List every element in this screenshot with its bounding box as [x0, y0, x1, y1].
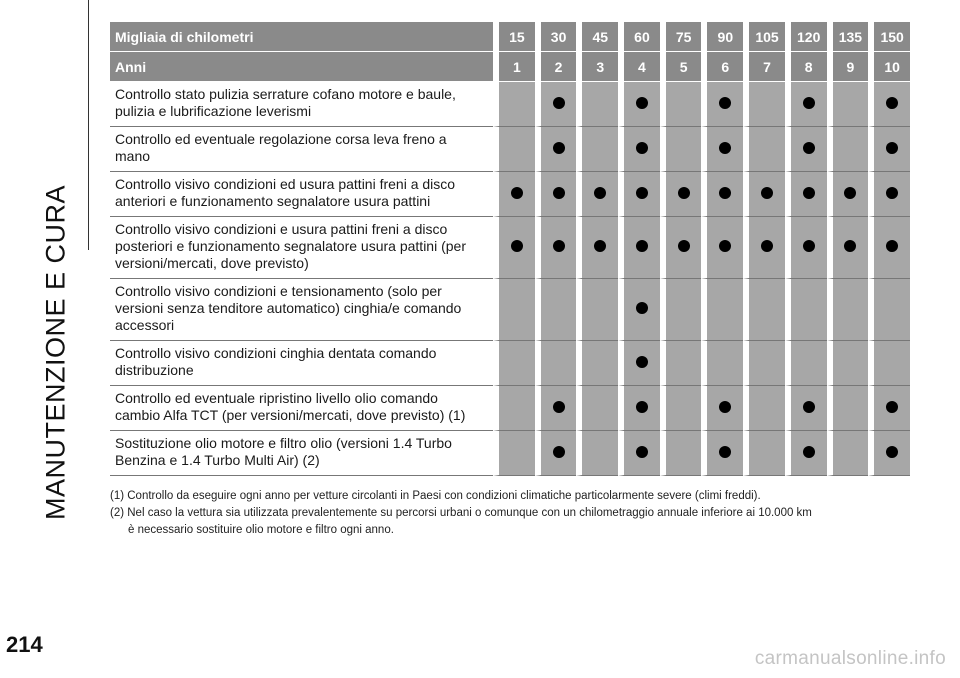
scheduled-dot-icon — [719, 142, 731, 154]
scheduled-dot-icon — [886, 446, 898, 458]
schedule-cell — [701, 279, 743, 341]
schedule-cell — [660, 127, 702, 172]
schedule-cell — [785, 279, 827, 341]
schedule-cell — [785, 341, 827, 386]
year-header-cell: 7 — [743, 52, 785, 82]
schedule-cell — [701, 341, 743, 386]
years-header-label: Anni — [110, 52, 493, 82]
scheduled-dot-icon — [719, 446, 731, 458]
schedule-cell — [743, 127, 785, 172]
schedule-cell — [868, 431, 910, 476]
schedule-cell — [576, 341, 618, 386]
km-header-cell: 120 — [785, 22, 827, 52]
section-title-vertical: MANUTENZIONE E CURA — [40, 184, 71, 521]
scheduled-dot-icon — [553, 401, 565, 413]
schedule-cell — [535, 341, 577, 386]
schedule-cell — [701, 431, 743, 476]
section-divider-line — [88, 0, 89, 250]
scheduled-dot-icon — [636, 401, 648, 413]
schedule-cell — [493, 82, 535, 127]
table-row — [110, 431, 910, 476]
km-header-cell: 135 — [827, 22, 869, 52]
schedule-cell — [576, 172, 618, 217]
footnote-2-continuation: è necessario sostituire olio motore e filtro ogni anno. — [128, 524, 394, 536]
scheduled-dot-icon — [761, 240, 773, 252]
schedule-cell — [785, 127, 827, 172]
schedule-cell — [785, 217, 827, 279]
scheduled-dot-icon — [636, 142, 648, 154]
schedule-cell — [618, 431, 660, 476]
schedule-cell — [535, 127, 577, 172]
km-header-cell: 30 — [535, 22, 577, 52]
schedule-cell — [827, 82, 869, 127]
schedule-cell — [868, 172, 910, 217]
watermark: carmanualsonline.info — [754, 648, 946, 669]
year-header-cell: 10 — [868, 52, 910, 82]
schedule-cell — [743, 341, 785, 386]
scheduled-dot-icon — [594, 187, 606, 199]
scheduled-dot-icon — [803, 446, 815, 458]
scheduled-dot-icon — [761, 187, 773, 199]
schedule-cell — [618, 217, 660, 279]
schedule-cell — [493, 172, 535, 217]
schedule-cell — [827, 127, 869, 172]
km-header-cell: 45 — [576, 22, 618, 52]
scheduled-dot-icon — [553, 446, 565, 458]
schedule-cell — [743, 217, 785, 279]
scheduled-dot-icon — [678, 240, 690, 252]
km-header-label: Migliaia di chilometri — [110, 22, 493, 52]
operation-description: Controllo visivo condizioni e tensionamento (solo per versioni senza tenditore automatico) cinghia/e comando accessori — [110, 279, 493, 341]
scheduled-dot-icon — [511, 240, 523, 252]
year-header-cell: 5 — [660, 52, 702, 82]
schedule-cell — [701, 217, 743, 279]
table-row — [110, 217, 910, 279]
schedule-cell — [576, 431, 618, 476]
schedule-cell — [701, 172, 743, 217]
schedule-cell — [535, 431, 577, 476]
scheduled-dot-icon — [636, 97, 648, 109]
year-header-cell: 4 — [618, 52, 660, 82]
scheduled-dot-icon — [636, 240, 648, 252]
operation-description: Sostituzione olio motore e filtro olio (versioni 1.4 Turbo Benzina e 1.4 Turbo Multi Air) (2) — [110, 431, 493, 476]
km-header-cell: 150 — [868, 22, 910, 52]
schedule-cell — [535, 82, 577, 127]
schedule-cell — [535, 386, 577, 431]
year-header-cell: 8 — [785, 52, 827, 82]
schedule-cell — [535, 279, 577, 341]
schedule-cell — [493, 127, 535, 172]
scheduled-dot-icon — [844, 240, 856, 252]
schedule-cell — [827, 386, 869, 431]
km-header-cell: 75 — [660, 22, 702, 52]
schedule-cell — [827, 172, 869, 217]
operation-description: Controllo ed eventuale regolazione corsa leva freno a mano — [110, 127, 493, 172]
scheduled-dot-icon — [719, 187, 731, 199]
scheduled-dot-icon — [719, 97, 731, 109]
schedule-cell — [868, 82, 910, 127]
schedule-cell — [660, 341, 702, 386]
scheduled-dot-icon — [636, 302, 648, 314]
schedule-cell — [743, 82, 785, 127]
table-row — [110, 341, 910, 386]
schedule-cell — [743, 172, 785, 217]
scheduled-dot-icon — [844, 187, 856, 199]
operation-description: Controllo ed eventuale ripristino livello olio comando cambio Alfa TCT (per versioni/mercati, dove previsto) (1) — [110, 386, 493, 431]
schedule-cell — [535, 172, 577, 217]
km-header-row — [110, 22, 910, 52]
scheduled-dot-icon — [636, 356, 648, 368]
schedule-cell — [827, 431, 869, 476]
km-header-cell: 60 — [618, 22, 660, 52]
scheduled-dot-icon — [636, 187, 648, 199]
schedule-cell — [493, 279, 535, 341]
schedule-cell — [743, 431, 785, 476]
footnotes — [110, 489, 910, 540]
scheduled-dot-icon — [886, 240, 898, 252]
schedule-cell — [493, 341, 535, 386]
scheduled-dot-icon — [636, 446, 648, 458]
year-header-cell: 3 — [576, 52, 618, 82]
schedule-cell — [576, 127, 618, 172]
schedule-cell — [576, 279, 618, 341]
page-number: 214 — [6, 632, 43, 657]
year-header-cell: 6 — [701, 52, 743, 82]
year-header-cell: 2 — [535, 52, 577, 82]
schedule-cell — [618, 279, 660, 341]
scheduled-dot-icon — [803, 187, 815, 199]
scheduled-dot-icon — [803, 142, 815, 154]
schedule-cell — [535, 217, 577, 279]
schedule-cell — [576, 82, 618, 127]
schedule-cell — [827, 279, 869, 341]
schedule-cell — [701, 82, 743, 127]
schedule-cell — [701, 386, 743, 431]
schedule-cell — [785, 386, 827, 431]
operation-description: Controllo visivo condizioni ed usura pattini freni a disco anteriori e funzionamento segnalatore usura pattini — [110, 172, 493, 217]
table-row — [110, 386, 910, 431]
schedule-cell — [618, 82, 660, 127]
schedule-cell — [493, 431, 535, 476]
year-header-cell: 1 — [493, 52, 535, 82]
scheduled-dot-icon — [719, 401, 731, 413]
km-header-cell: 15 — [493, 22, 535, 52]
schedule-cell — [868, 341, 910, 386]
operation-description: Controllo visivo condizioni e usura pattini freni a disco posteriori e funzionamento segnalatore usura pattini (per versioni/mercati, dove previsto) — [110, 217, 493, 279]
schedule-cell — [660, 172, 702, 217]
scheduled-dot-icon — [886, 97, 898, 109]
schedule-cell — [618, 127, 660, 172]
schedule-cell — [576, 386, 618, 431]
scheduled-dot-icon — [511, 187, 523, 199]
operation-description: Controllo visivo condizioni cinghia dentata comando distribuzione — [110, 341, 493, 386]
schedule-cell — [827, 217, 869, 279]
scheduled-dot-icon — [803, 97, 815, 109]
scheduled-dot-icon — [553, 240, 565, 252]
schedule-cell — [868, 127, 910, 172]
schedule-cell — [493, 217, 535, 279]
scheduled-dot-icon — [886, 187, 898, 199]
schedule-cell — [868, 279, 910, 341]
scheduled-dot-icon — [553, 142, 565, 154]
footnote-2: (2) Nel caso la vettura sia utilizzata prevalentemente su percorsi urbani o comunque con un chilometraggio annuale inferiore ai 10.000 km — [110, 507, 812, 519]
schedule-cell — [785, 82, 827, 127]
schedule-cell — [576, 217, 618, 279]
km-header-cell: 90 — [701, 22, 743, 52]
scheduled-dot-icon — [803, 240, 815, 252]
schedule-cell — [660, 279, 702, 341]
scheduled-dot-icon — [553, 97, 565, 109]
schedule-cell — [618, 341, 660, 386]
years-header-row — [110, 52, 910, 82]
km-header-cell: 105 — [743, 22, 785, 52]
schedule-cell — [868, 386, 910, 431]
schedule-cell — [827, 341, 869, 386]
schedule-cell — [701, 127, 743, 172]
schedule-cell — [618, 386, 660, 431]
schedule-cell — [868, 217, 910, 279]
schedule-cell — [660, 431, 702, 476]
maintenance-schedule-table — [110, 22, 910, 476]
schedule-cell — [743, 386, 785, 431]
schedule-cell — [743, 279, 785, 341]
table-row — [110, 279, 910, 341]
schedule-cell — [785, 172, 827, 217]
table-row — [110, 172, 910, 217]
year-header-cell: 9 — [827, 52, 869, 82]
table-row — [110, 127, 910, 172]
schedule-cell — [785, 431, 827, 476]
footnote-1: (1) Controllo da eseguire ogni anno per vetture circolanti in Paesi con condizioni climatiche particolarmente severe (climi freddi). — [110, 490, 761, 502]
scheduled-dot-icon — [594, 240, 606, 252]
table-row — [110, 82, 910, 127]
schedule-cell — [660, 217, 702, 279]
schedule-body — [110, 82, 910, 476]
scheduled-dot-icon — [886, 142, 898, 154]
scheduled-dot-icon — [803, 401, 815, 413]
schedule-cell — [618, 172, 660, 217]
schedule-cell — [660, 82, 702, 127]
scheduled-dot-icon — [678, 187, 690, 199]
schedule-cell — [493, 386, 535, 431]
scheduled-dot-icon — [553, 187, 565, 199]
schedule-cell — [660, 386, 702, 431]
operation-description: Controllo stato pulizia serrature cofano motore e baule, pulizia e lubrificazione leverismi — [110, 82, 493, 127]
scheduled-dot-icon — [719, 240, 731, 252]
scheduled-dot-icon — [886, 401, 898, 413]
